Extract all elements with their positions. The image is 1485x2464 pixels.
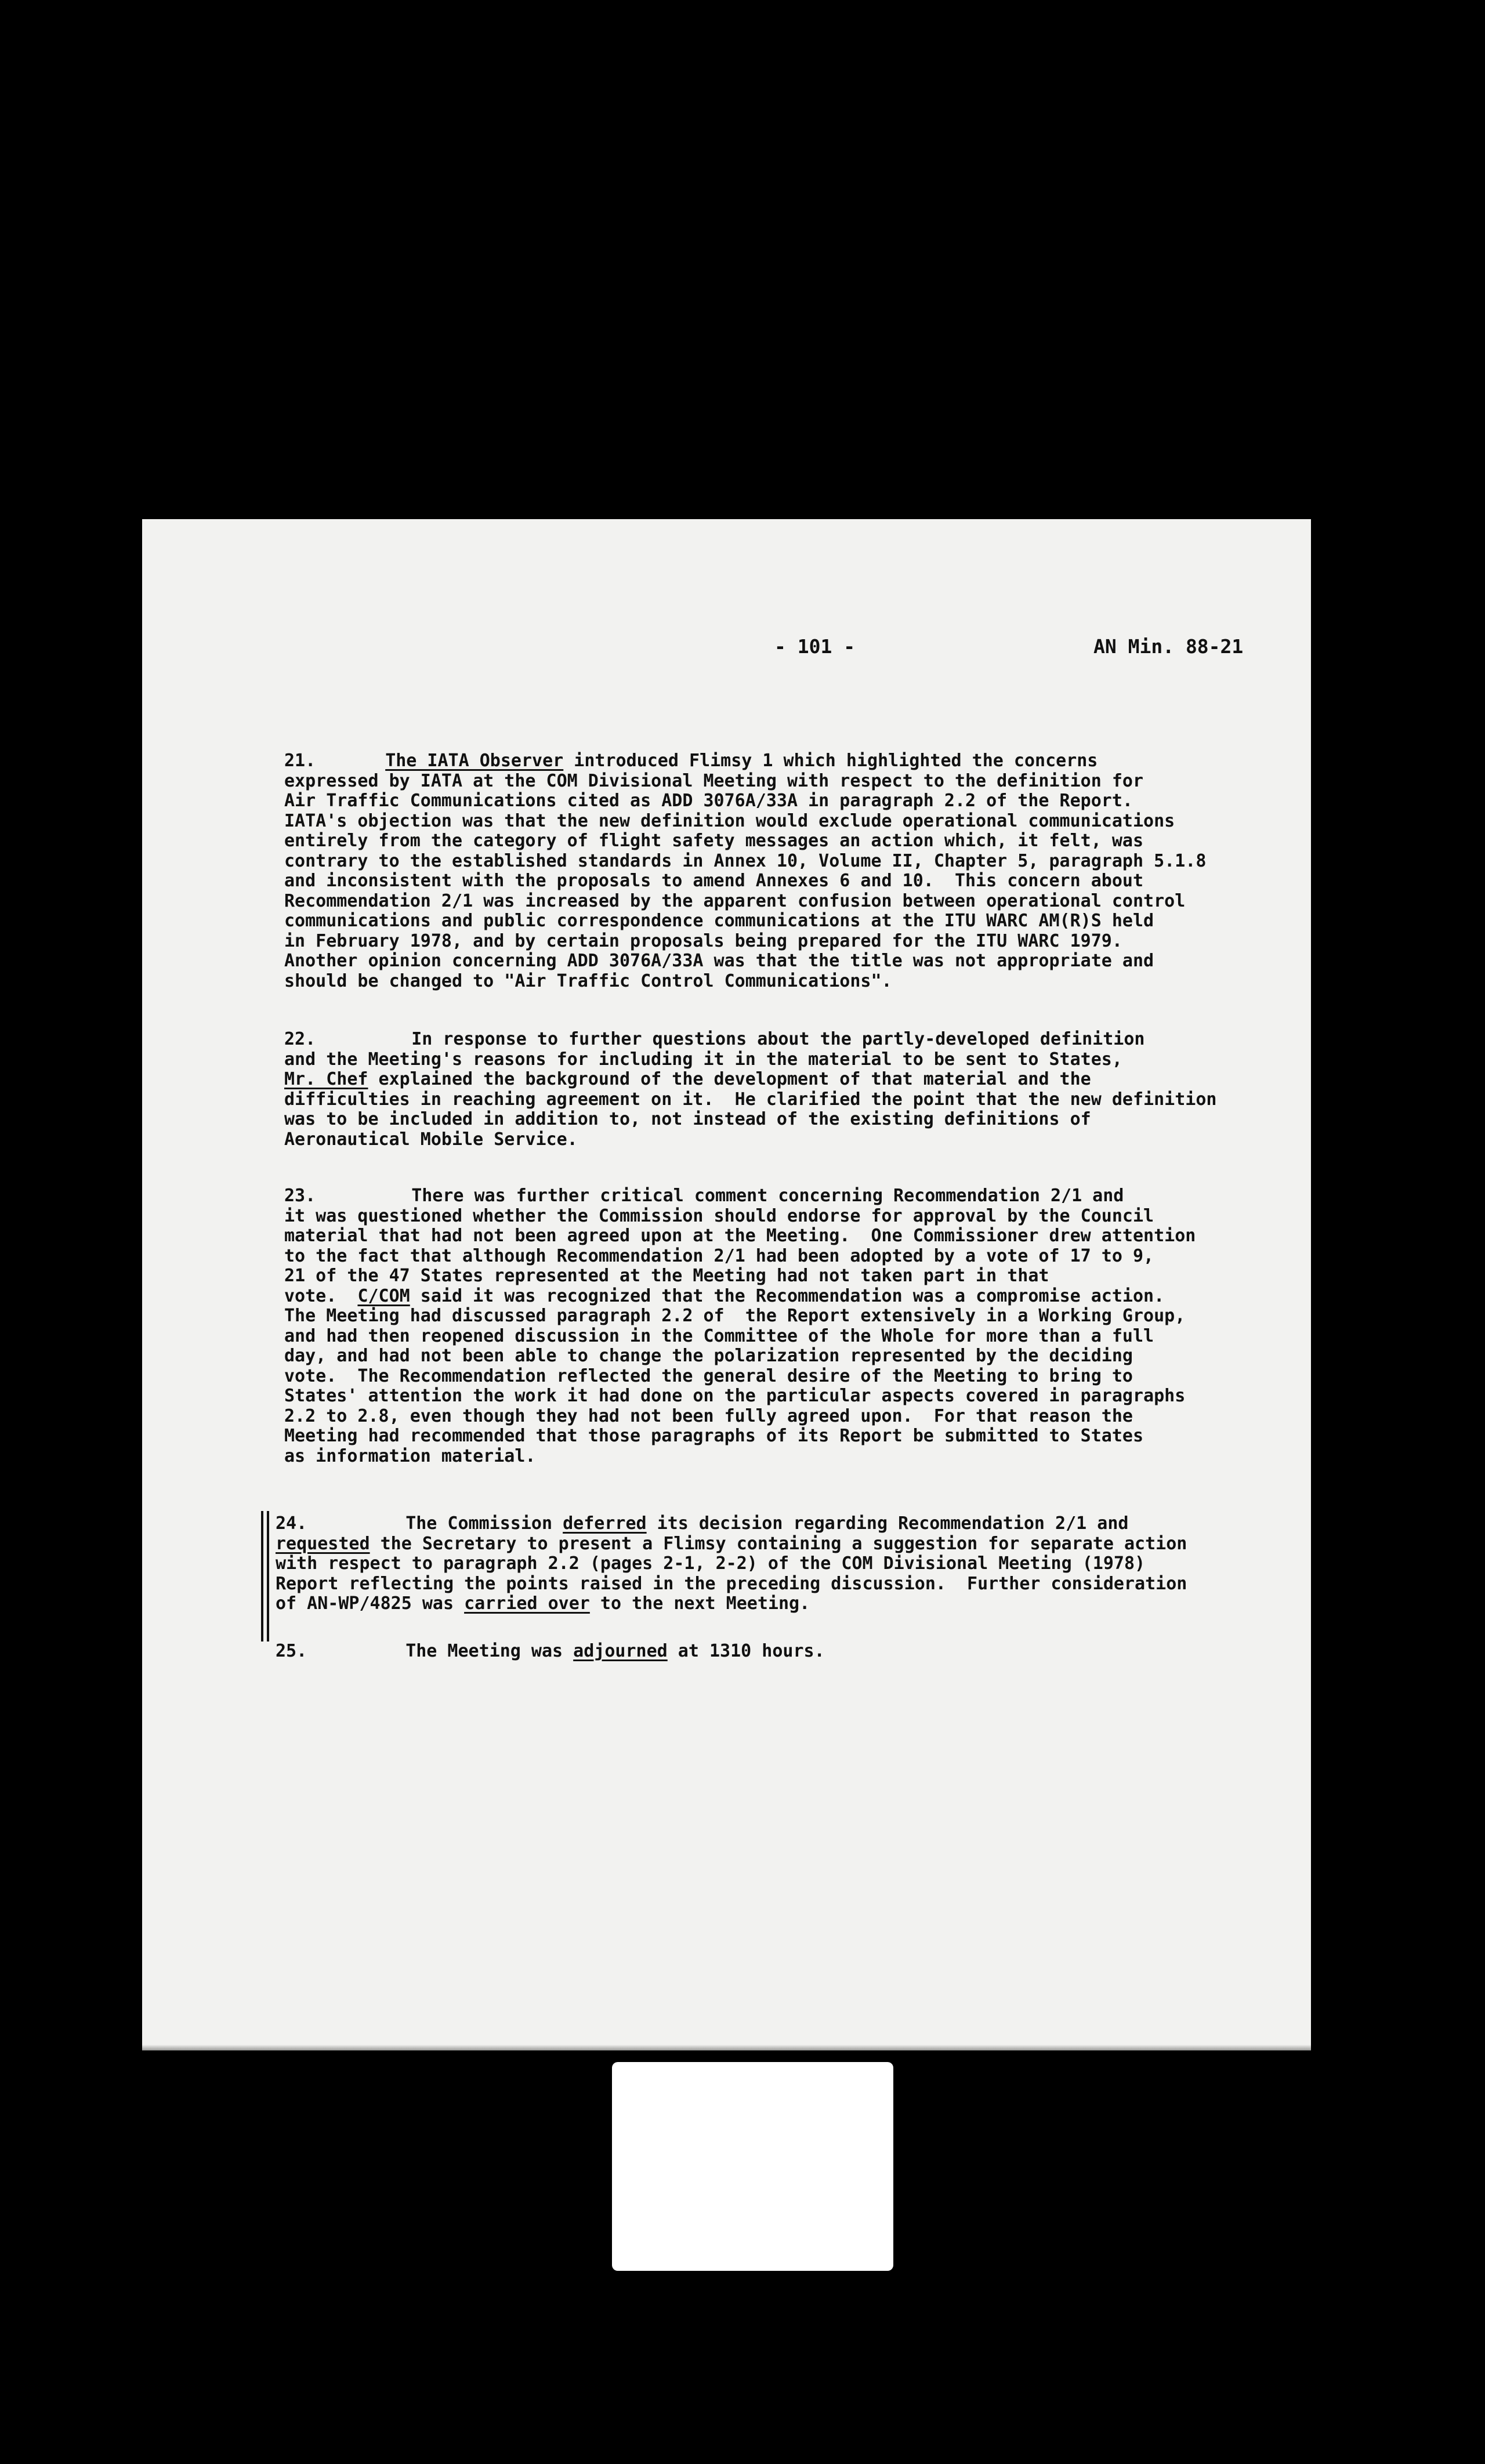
document-page xyxy=(142,519,1311,2050)
revision-change-bar xyxy=(261,1511,269,1642)
paragraph-text: 21 of the 47 States represented at the Meeting had not taken part in that xyxy=(284,1266,1049,1286)
paragraph-number: 21. xyxy=(284,751,316,771)
paragraph-text: The Meeting had discussed paragraph 2.2 of the Report extensively in a Working Group, xyxy=(284,1306,1186,1326)
speaker-name: The IATA Observer xyxy=(385,751,564,771)
paragraph-text: difficulties in reaching agreement on it. He clarified the point that the new definition xyxy=(284,1089,1217,1110)
paragraph-text: in February 1978, and by certain proposals being prepared for the ITU WARC 1979. xyxy=(284,930,1122,951)
paragraph-text: said it was recognized that the Recommendation was a compromise action. xyxy=(410,1285,1165,1306)
paragraph-text: IATA's objection was that the new definition would exclude operational communications xyxy=(284,810,1175,831)
paragraph-text: and the Meeting's reasons for including it in the material to be sent to States, xyxy=(284,1049,1122,1070)
paragraph-number: 22. xyxy=(284,1029,316,1049)
paragraph-text: contrary to the established standards in Annex 10, Volume II, Chapter 5, paragraph 5.1.8 xyxy=(284,850,1207,871)
paragraph-text: it was questioned whether the Commission should endorse for approval by the Council xyxy=(284,1205,1154,1226)
paragraph-text: Recommendation 2/1 was increased by the apparent confusion between operational control xyxy=(284,890,1186,911)
paragraph-text: the Secretary to present a Flimsy containing a suggestion for separate action xyxy=(370,1533,1187,1554)
paragraph-text: Another opinion concerning ADD 3076A/33A was that the title was not appropriate and xyxy=(284,951,1154,971)
page-edge-shadow xyxy=(142,2045,1311,2050)
paragraph-number: 23. xyxy=(284,1186,316,1206)
speaker-name: Mr. Chef xyxy=(284,1069,368,1089)
paragraph-text: and had then reopened discussion in the Committee of the Whole for more than a full xyxy=(284,1325,1154,1346)
paragraph-number: 24. xyxy=(276,1513,307,1534)
action-keyword: carried over xyxy=(464,1593,590,1614)
paragraph-text: vote. The Recommendation reflected the general desire of the Meeting to bring to xyxy=(284,1365,1133,1386)
paragraph-text: to the fact that although Recommendation 2/1 had been adopted by a vote of 17 to 9, xyxy=(284,1245,1154,1266)
paragraph-number: 25. xyxy=(276,1641,307,1661)
paragraph-text: 2.2 to 2.8, even though they had not been fully agreed upon. For that reason the xyxy=(284,1405,1133,1426)
paragraph-text: Aeronautical Mobile Service. xyxy=(284,1129,578,1150)
paragraph-23 xyxy=(284,1186,1196,1466)
paragraph-24 xyxy=(276,1514,1187,1614)
paragraph-text: to the next Meeting. xyxy=(589,1593,810,1614)
paragraph-text: and inconsistent with the proposals to amend Annexes 6 and 10. This concern about xyxy=(284,871,1144,891)
paragraph-text: Air Traffic Communications cited as ADD 3076A/33A in paragraph 2.2 of the Report. xyxy=(284,791,1133,811)
paragraph-21 xyxy=(284,751,1206,991)
paragraph-text: communications and public correspondence communications at the ITU WARC AM(R)S held xyxy=(284,911,1154,931)
paragraph-text: of AN-WP/4825 was xyxy=(276,1593,465,1614)
paragraph-text: its decision regarding Recommendation 2/1 and xyxy=(646,1513,1129,1534)
paragraph-text: In response to further questions about the partly-developed definition xyxy=(411,1029,1145,1049)
paragraph-text: The Meeting was xyxy=(405,1641,574,1661)
paragraph-text: There was further critical comment concerning Recommendation 2/1 and xyxy=(411,1186,1124,1206)
paragraph-text: expressed by IATA at the COM Divisional Meeting with respect to the definition for xyxy=(284,770,1144,791)
document-reference: AN Min. 88-21 xyxy=(1093,635,1244,658)
paragraph-text: with respect to paragraph 2.2 (pages 2-1, 2-2) of the COM Divisional Meeting (1978) xyxy=(276,1553,1146,1574)
paragraph-text: introduced Flimsy 1 which highlighted the concerns xyxy=(563,751,1098,771)
speaker-name: C/COM xyxy=(357,1285,410,1306)
paragraph-text: The Commission xyxy=(405,1513,563,1534)
paragraph-text: Meeting had recommended that those paragraphs of its Report be submitted to States xyxy=(284,1426,1144,1446)
paragraph-text: States' attention the work it had done on the particular aspects covered in paragraphs xyxy=(284,1386,1186,1406)
blank-label-card xyxy=(612,2062,893,2271)
paragraph-text: entirely from the category of flight safety messages an action which, it felt, was xyxy=(284,831,1144,851)
action-keyword: adjourned xyxy=(573,1641,668,1661)
paragraph-text: Report reflecting the points raised in the preceding discussion. Further consideration xyxy=(276,1573,1187,1594)
action-keyword: requested xyxy=(276,1533,370,1554)
paragraph-text: at 1310 hours. xyxy=(667,1641,825,1661)
paragraph-text: should be changed to "Air Traffic Control Communications". xyxy=(284,970,892,991)
paragraph-text: vote. xyxy=(284,1285,358,1306)
paragraph-text: was to be included in addition to, not instead of the existing definitions of xyxy=(284,1109,1091,1129)
paragraph-text: as information material. xyxy=(284,1445,536,1466)
page-number: - 101 - xyxy=(774,635,856,658)
paragraph-25 xyxy=(276,1642,825,1662)
paragraph-22 xyxy=(284,1030,1216,1150)
paragraph-text: day, and had not been able to change the polarization represented by the deciding xyxy=(284,1346,1133,1366)
paragraph-text: explained the background of the development of that material and the xyxy=(368,1069,1091,1089)
paragraph-text: material that had not been agreed upon at the Meeting. One Commissioner drew attention xyxy=(284,1226,1196,1246)
action-keyword: deferred xyxy=(563,1513,647,1534)
